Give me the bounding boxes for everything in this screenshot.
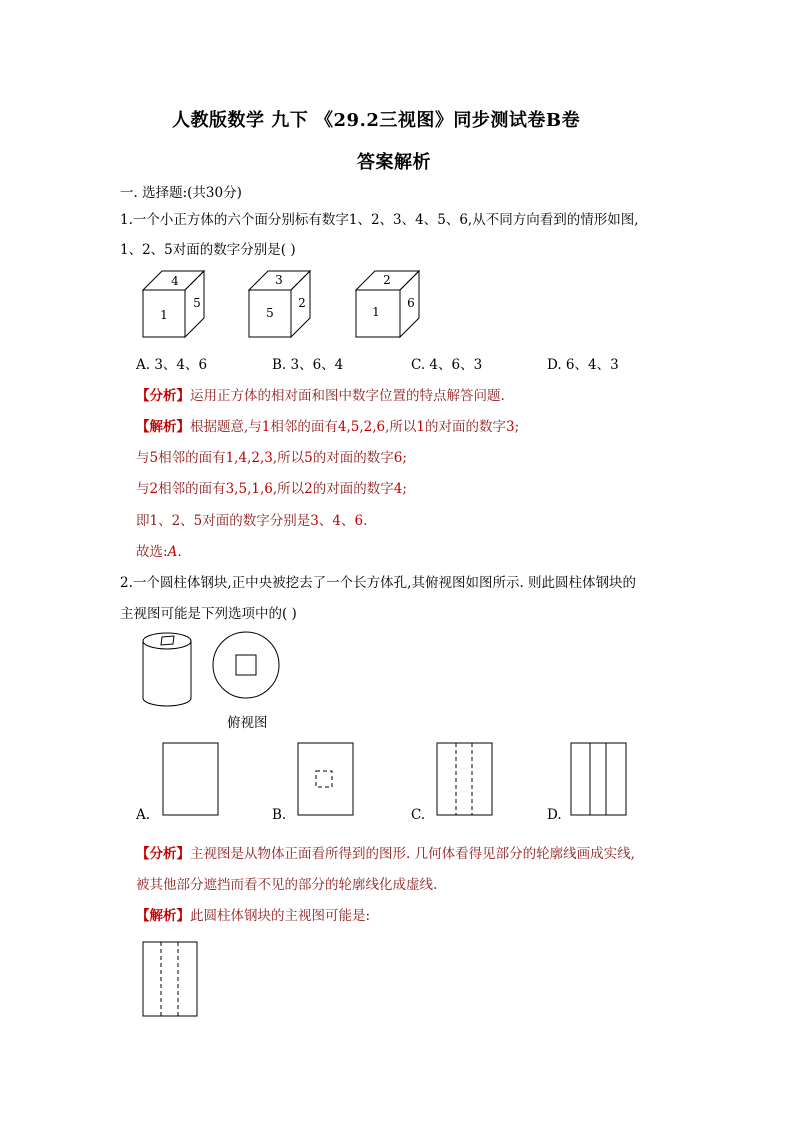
- cylinder-figure: [140, 630, 200, 710]
- sol-text: 的对面的数字: [312, 450, 394, 466]
- analysis-tag: 【分析】: [136, 846, 190, 862]
- top-view-label: 俯视图: [227, 715, 268, 731]
- q1-option-b: B. 3、6、4: [272, 357, 344, 373]
- analysis-tag: 【分析】: [136, 388, 190, 404]
- sol-text: ,所以: [385, 419, 417, 435]
- q2-analysis-line2: 被其他部分遮挡而看不见的部分的轮廓线化成虚线.: [136, 877, 438, 893]
- sol-number: 3,5,1,6: [225, 481, 273, 497]
- cube2-top-number: 3: [275, 273, 283, 287]
- sol-text: 相邻的面有: [158, 450, 226, 466]
- cube1-top-number: 4: [171, 274, 179, 288]
- q1-answer: [136, 540, 182, 560]
- q2-answer-figure: [141, 940, 201, 1020]
- q2-stem-line1: 2.一个圆柱体钢块,正中央被挖去了一个长方体孔,其俯视图如图所示. 则此圆柱体钢块的: [120, 575, 637, 591]
- solution-tag: 【解析】: [136, 419, 190, 435]
- sol-number: 3: [506, 419, 515, 435]
- cube3-right-number: 6: [407, 296, 415, 310]
- q2-option-b-figure: [297, 742, 357, 818]
- answer-text: 故选:: [136, 544, 168, 560]
- solution-text: 此圆柱体钢块的主视图可能是:: [190, 908, 371, 924]
- sol-text: 与: [136, 481, 150, 497]
- sol-number: 4,5,2,6: [337, 419, 386, 435]
- sol-text: ;: [402, 450, 407, 466]
- answer-text: .: [177, 544, 182, 560]
- sol-text: ,所以: [272, 450, 305, 466]
- sol-number: 4: [393, 481, 403, 497]
- top-view-figure: [210, 629, 282, 701]
- q2-analysis-line1: [136, 842, 635, 862]
- q1-solution-line2: [136, 446, 407, 466]
- page-title: 人教版数学 九下 《29.2三视图》同步测试卷B卷: [172, 110, 581, 131]
- cube2-front-number: 5: [266, 306, 274, 320]
- sol-number: 5: [304, 450, 313, 466]
- sol-text: 的对面的数字: [425, 419, 507, 435]
- sol-number: 3、4、6: [310, 513, 364, 529]
- q1-solution-line4: [136, 509, 367, 529]
- analysis-text: 运用正方体的相对面和图中数字位置的特点解答问题.: [190, 388, 505, 404]
- page-subtitle: 答案解析: [357, 152, 431, 173]
- sol-text: 根据题意,与: [190, 419, 262, 435]
- sol-number: 1: [416, 419, 426, 435]
- q2-option-b-label: B.: [272, 807, 287, 823]
- q2-stem-line2: 主视图可能是下列选项中的( ): [120, 606, 297, 622]
- sol-text: 的对面的数字: [312, 481, 394, 497]
- q1-option-c: C. 4、6、3: [411, 357, 483, 373]
- cube3-front-number: 1: [372, 305, 380, 319]
- section-heading: 一. 选择题:(共30分): [120, 185, 242, 201]
- sol-text: .: [363, 513, 368, 529]
- q2-option-a-label: A.: [136, 807, 151, 823]
- cube2-right-number: 2: [298, 296, 306, 310]
- q2-option-d-label: D.: [547, 807, 562, 823]
- sol-number: 1: [261, 419, 271, 435]
- analysis-text: 主视图是从物体正面看所得到的图形. 几何体看得见部分的轮廓线画成实线,: [190, 846, 635, 862]
- q1-stem-line2: 1、2、5对面的数字分别是( ): [120, 242, 296, 258]
- sol-text: ,所以: [272, 481, 305, 497]
- q1-cube-figures: [135, 266, 455, 346]
- answer-choice: A: [167, 544, 178, 560]
- sol-text: ;: [514, 419, 520, 435]
- cube1-front-number: 1: [160, 308, 168, 322]
- sol-text: 即1、2、5对面的数字分别是: [136, 513, 311, 529]
- q1-solution-line1: [136, 415, 519, 435]
- q1-analysis: [136, 384, 505, 404]
- q1-option-d: D. 6、4、3: [547, 357, 619, 373]
- sol-number: 1,4,2,3: [225, 450, 273, 466]
- sol-text: 相邻的面有: [270, 419, 338, 435]
- cube1-right-number: 5: [193, 296, 201, 310]
- solution-tag: 【解析】: [136, 908, 190, 924]
- sol-text: 相邻的面有: [158, 481, 226, 497]
- sol-text: ;: [402, 481, 407, 497]
- q2-option-c-label: C.: [411, 807, 426, 823]
- cube3-top-number: 2: [383, 273, 391, 287]
- q2-solution: [136, 904, 370, 924]
- sol-number: 2: [304, 481, 313, 497]
- q2-option-a-figure: [162, 742, 222, 818]
- q1-solution-line3: [136, 477, 407, 497]
- sol-number: 5: [149, 450, 159, 466]
- q2-option-d-figure: [570, 742, 630, 818]
- q1-option-a: A. 3、4、6: [136, 357, 208, 373]
- sol-number: 6: [393, 450, 403, 466]
- sol-text: 与: [136, 450, 150, 466]
- q2-option-c-figure: [436, 742, 496, 818]
- q1-stem-line1: 1.一个小正方体的六个面分别标有数字1、2、3、4、5、6,从不同方向看到的情形如图,: [120, 212, 639, 228]
- sol-number: 2: [149, 481, 159, 497]
